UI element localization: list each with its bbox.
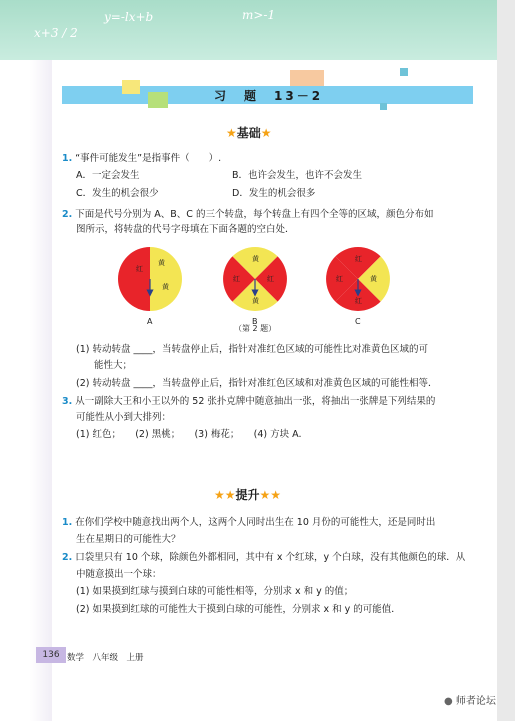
spinner-label: 红 xyxy=(355,255,362,263)
spinner-label: 黄 xyxy=(158,259,165,267)
spinner-letter: C xyxy=(355,317,361,326)
watermark xyxy=(444,692,496,707)
decor-block xyxy=(380,103,387,110)
sub-question: (1) 如果摸到红球与摸到白球的可能性相等，分别求 x 和 y 的值； xyxy=(76,586,354,597)
spinner-sector-red xyxy=(118,247,150,279)
question-text: 下面是代号分别为 A、B、C 的三个转盘，每个转盘上有四个全等的区域，颜色分布如 xyxy=(75,209,434,220)
question-text: “事件可能发生”是指事件（ ）. xyxy=(75,153,222,164)
question-text: 中随意摸出一个球： xyxy=(76,569,162,580)
decor-block xyxy=(122,80,140,94)
question-text: 在你们学校中随意找出两个人，这两个人同时出生在 10 月份的可能性大，还是同时出 xyxy=(75,517,436,528)
question-number: 1. xyxy=(62,517,73,528)
sub-question: (1) 转动转盘 ____，当转盘停止后，指针对准红色区域的可能性比对准黄色区域的可 xyxy=(76,344,428,355)
section-heading-improve xyxy=(214,486,281,503)
spinner-label: 红 xyxy=(355,297,362,305)
question-text: 图所示，将转盘的代号字母填在下面各题的空白处． xyxy=(76,224,295,235)
question-2 xyxy=(62,208,433,221)
spinner-letter: A xyxy=(147,317,153,326)
spinners-figure xyxy=(100,242,420,330)
sub-question: 能性大； xyxy=(94,360,133,371)
question-3 xyxy=(62,395,435,408)
option-a: A．一定会发生 xyxy=(76,170,140,181)
option-b: B．也许会发生，也许不会发生 xyxy=(232,170,363,181)
page-edge xyxy=(497,0,515,721)
question-number: 3. xyxy=(62,396,73,407)
sub-question: (2) 转动转盘 ____，当转盘停止后，指针对准红色区域和对准黄色区域的可能性相等． xyxy=(76,378,438,389)
section-heading-basic xyxy=(226,124,272,141)
wechat-icon: ● xyxy=(444,696,453,707)
question-number: 2. xyxy=(62,552,73,563)
spinner-c xyxy=(326,247,390,311)
option-c: C．发生的机会很少 xyxy=(76,188,159,199)
exercise-title: 习 题 13－2 xyxy=(214,89,324,103)
spinner-label: 红 xyxy=(336,275,343,283)
header-formula: m>-1 xyxy=(242,8,276,22)
spinner-label: 红 xyxy=(136,265,143,273)
spinner-sector-red xyxy=(118,279,150,311)
spinner-label: 黄 xyxy=(370,275,377,283)
margin-strip xyxy=(30,60,52,721)
heading-label: 基础 xyxy=(236,126,261,140)
question-1 xyxy=(62,152,221,165)
heading-label: 提升 xyxy=(235,488,260,502)
spinner-label: 红 xyxy=(267,275,274,283)
question-improve-1 xyxy=(62,516,435,529)
figure-caption: （第 2 题） xyxy=(234,324,277,333)
star-icon: ★ xyxy=(226,126,237,140)
header-formula: y=-lx+b xyxy=(104,10,154,24)
question-options: (1) 红色； (2) 黑桃； (3) 梅花； (4) 方块 A. xyxy=(76,429,302,440)
decor-block xyxy=(148,92,168,108)
header-band xyxy=(0,0,515,60)
header-formula: x+3 / 2 xyxy=(34,26,78,40)
watermark-text: 师者论坛 xyxy=(455,696,496,707)
spinner-sector-yellow xyxy=(150,247,182,279)
spinner-b xyxy=(223,247,287,311)
spinner-label: 黄 xyxy=(252,297,259,305)
book-title: 数学 八年级 上册 xyxy=(67,653,144,663)
spinner-letter: B xyxy=(252,317,258,326)
spinner-label: 红 xyxy=(233,275,240,283)
star-icon: ★ xyxy=(260,126,272,140)
star-icon: ★★ xyxy=(214,488,236,502)
question-number: 2. xyxy=(62,209,73,220)
page-number: 136 xyxy=(36,647,66,663)
star-icon: ★★ xyxy=(259,488,282,502)
option-d: D．发生的机会很多 xyxy=(232,188,316,199)
spinner-label: 黄 xyxy=(162,283,169,291)
spinner-a xyxy=(118,247,182,311)
question-text: 口袋里只有 10 个球，除颜色外都相同，其中有 x 个红球，y 个白球，没有其他颜色的球．从 xyxy=(75,552,466,563)
question-improve-2 xyxy=(62,551,465,564)
question-text: 生在星期日的可能性大？ xyxy=(76,534,181,545)
question-text: 可能性从小到大排列： xyxy=(76,412,172,423)
decor-block xyxy=(400,68,408,76)
question-text: 从一副除大王和小王以外的 52 张扑克牌中随意抽出一张，将抽出一张牌是下列结果的 xyxy=(75,396,436,407)
sub-question: (2) 如果摸到红球的可能性大于摸到白球的可能性，分别求 x 和 y 的可能值． xyxy=(76,604,401,615)
question-number: 1. xyxy=(62,153,73,164)
spinner-label: 黄 xyxy=(252,255,259,263)
